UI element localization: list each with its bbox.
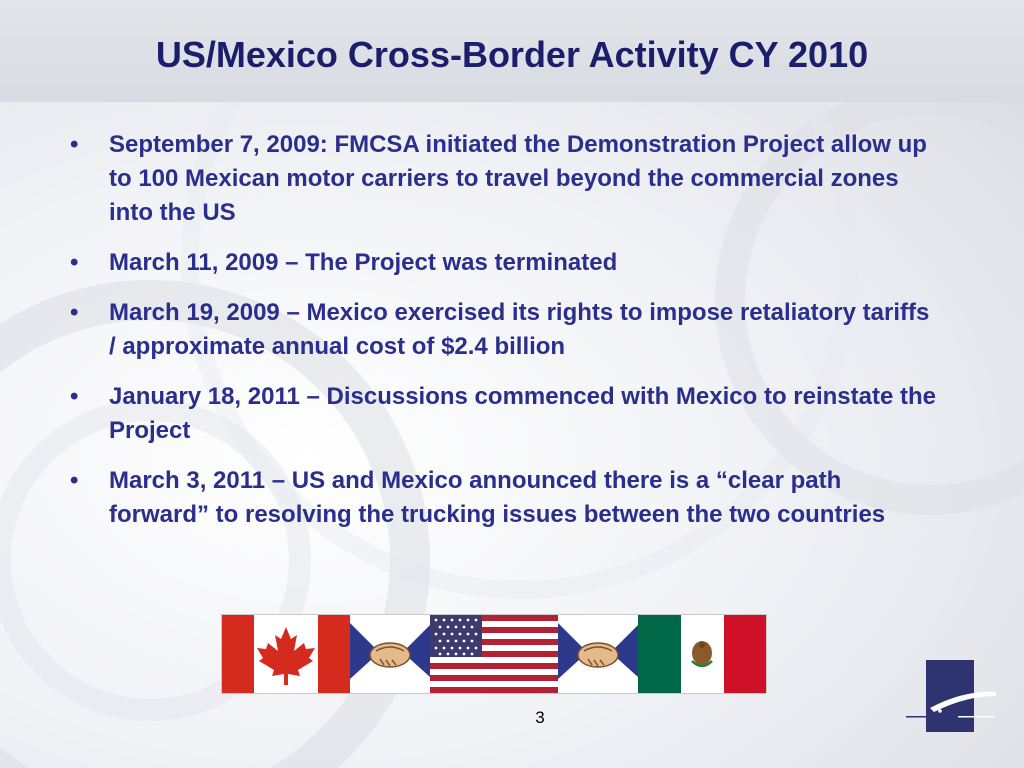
bullet-item [70,296,940,364]
mexico-flag [638,615,766,693]
slide-title: US/Mexico Cross-Border Activity CY 2010 [155,34,869,75]
bullet-text: March 11, 2009 – The Project was terminated [109,249,618,276]
organization-logo [906,660,996,732]
bullet-item [70,128,940,230]
bullet-item [70,380,940,448]
bullet-marker: • [70,131,79,158]
bullet-marker: • [70,299,79,326]
bullet-marker: • [70,467,79,494]
bullet-list [70,128,940,548]
us-flag [430,615,558,693]
bullet-item [70,464,940,532]
bullet-text: September 7, 2009: FMCSA initiated the Demonstration Project allow up to 100 Mexican motor carriers to travel beyond the commercial zones into the US [109,131,927,226]
page-number: 3 [535,708,545,727]
bullet-marker: • [70,249,79,276]
bullet-text: January 18, 2011 – Discussions commenced with Mexico to reinstate the Project [109,383,936,444]
handshake-icon [558,615,638,693]
handshake-icon [350,615,430,693]
flags-banner [221,614,767,694]
bullet-item [70,246,940,280]
bullet-text: March 3, 2011 – US and Mexico announced there is a “clear path forward” to resolving the trucking issues between the two countries [109,467,886,528]
canada-flag [222,615,350,693]
bullet-marker: • [70,383,79,410]
bullet-text: March 19, 2009 – Mexico exercised its rights to impose retaliatory tariffs / approximate annual cost of $2.4 billion [109,299,930,360]
